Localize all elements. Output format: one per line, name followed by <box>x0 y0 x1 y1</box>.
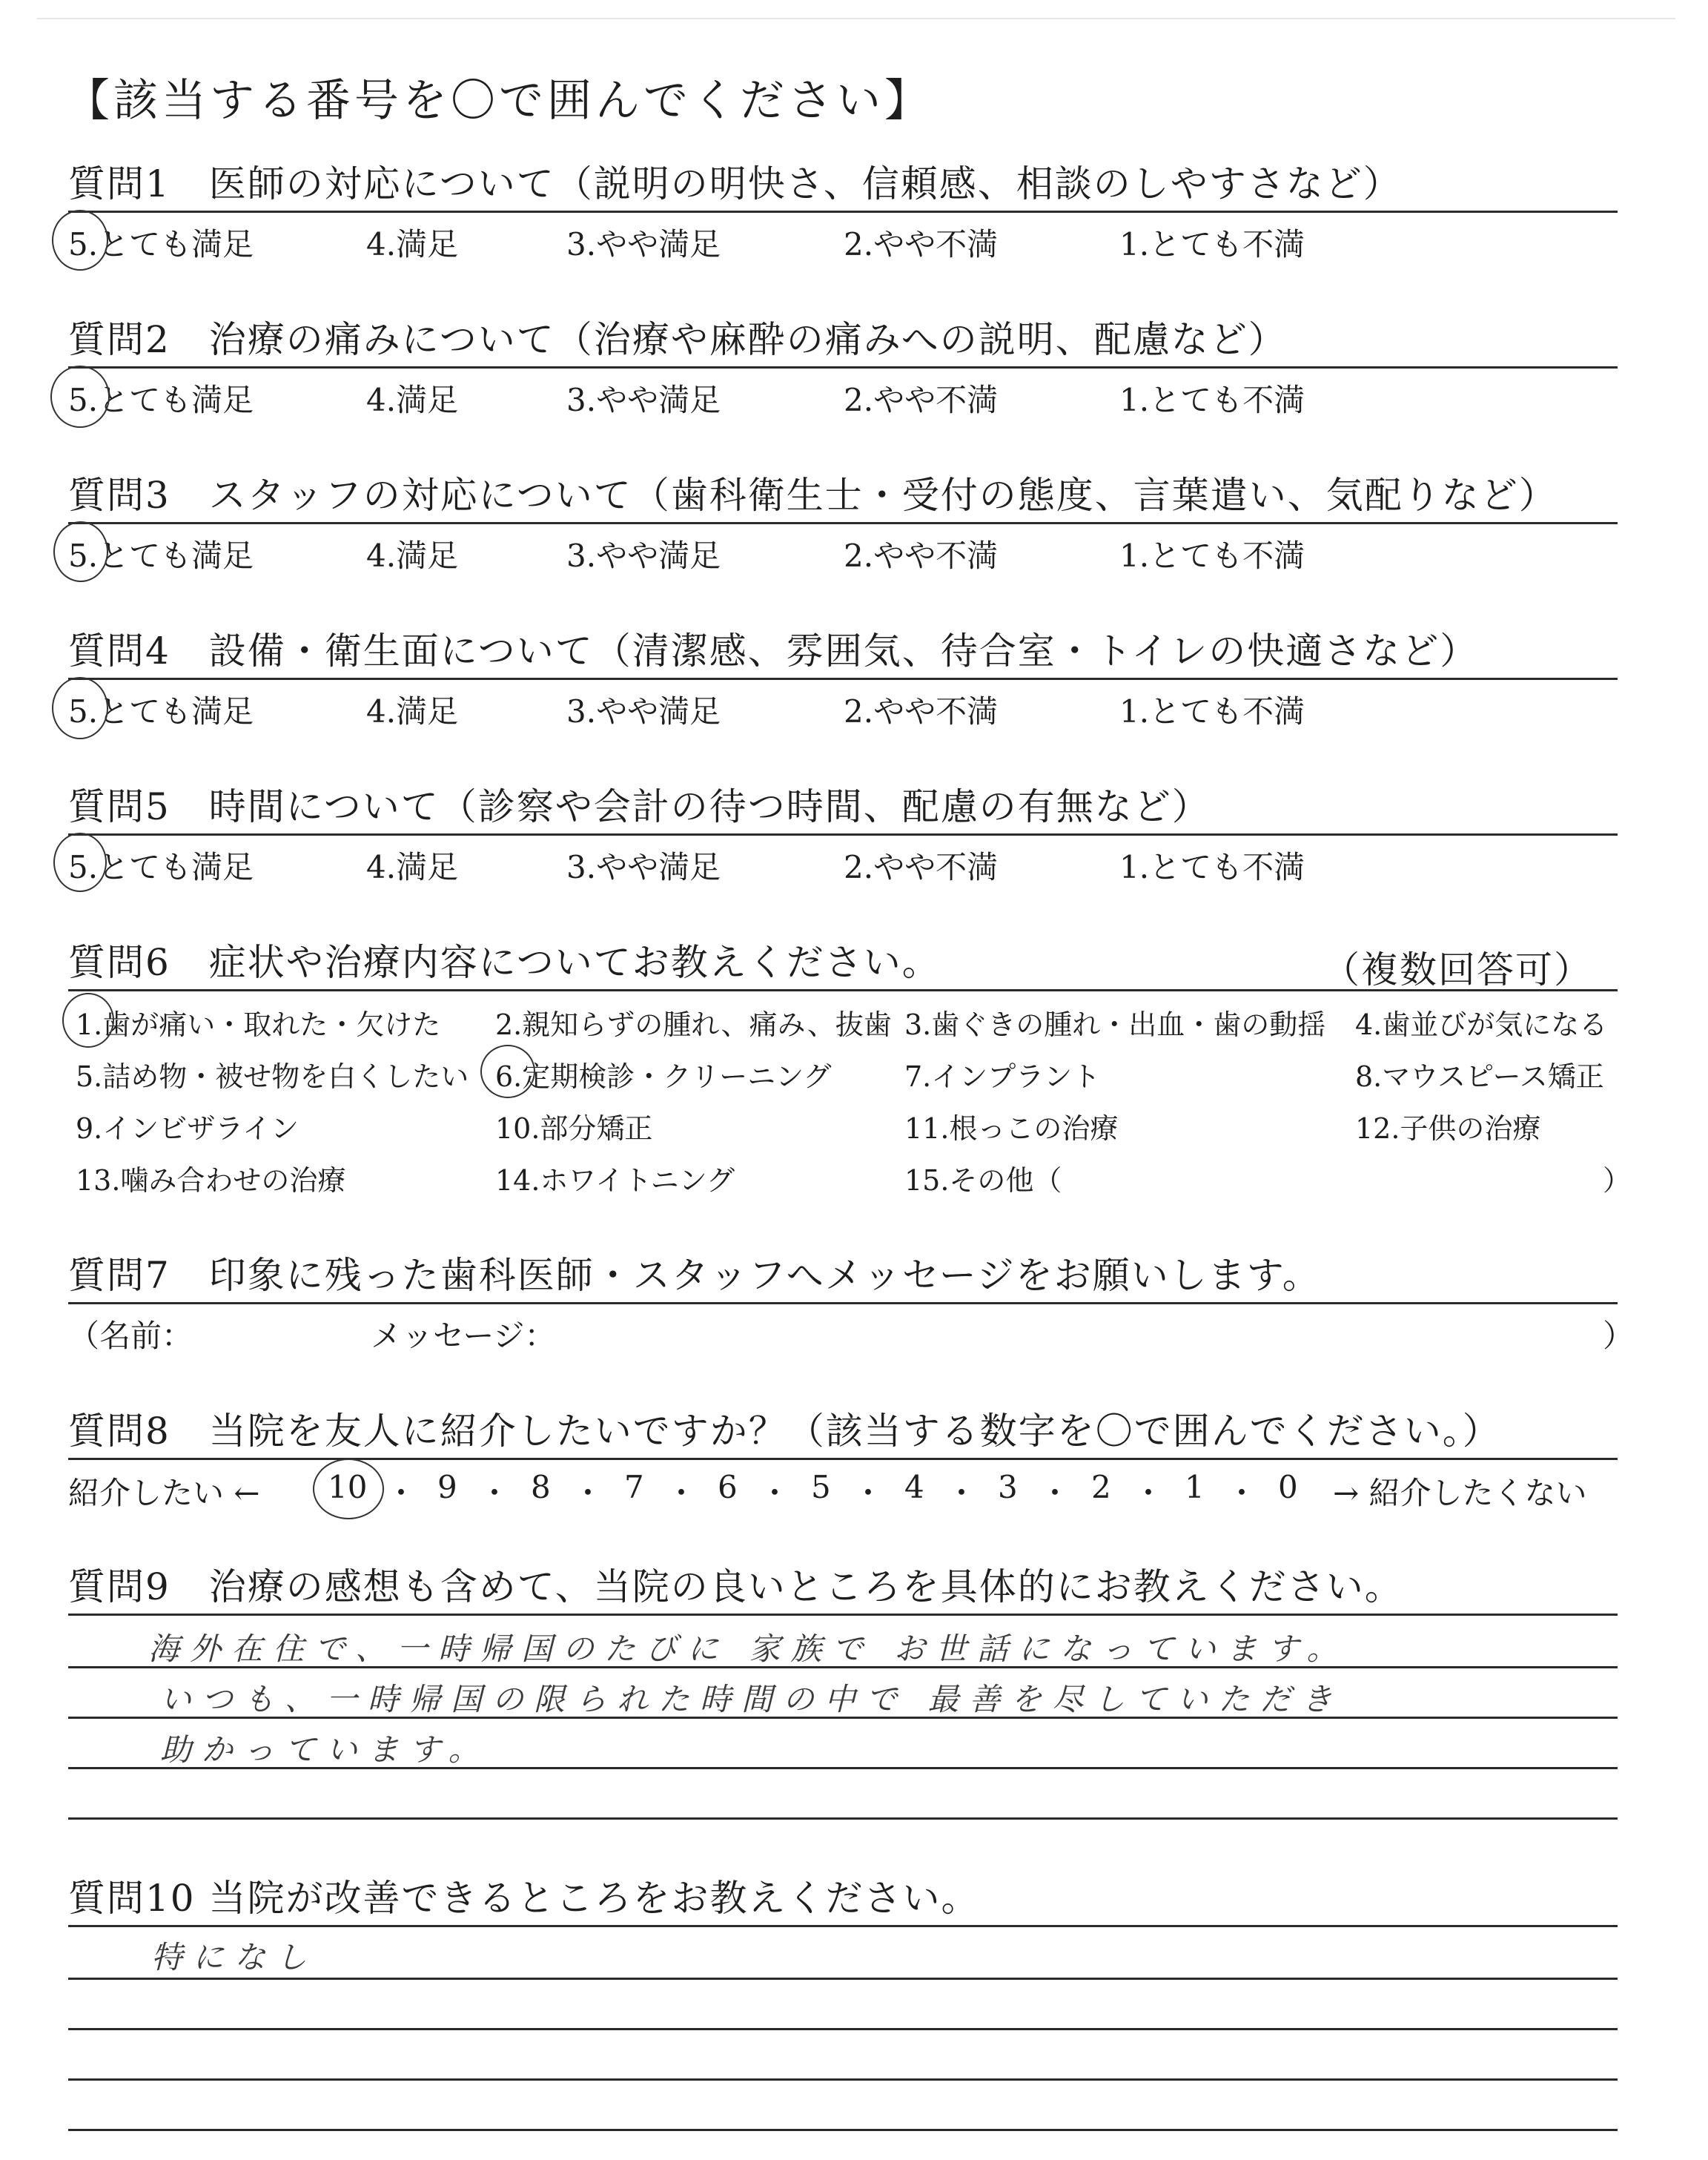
page-header: 【該当する番号を〇で囲んでください】 <box>65 75 933 127</box>
symptom-option-3[interactable]: 3.歯ぐきの腫れ・出血・歯の動揺 <box>904 1008 1326 1041</box>
option-5[interactable]: 5.とても満足 <box>68 849 254 885</box>
question-9 <box>68 1565 1618 1831</box>
scale-value-10[interactable]: 10 <box>328 1469 368 1505</box>
question-6 <box>68 940 1632 1217</box>
option-4[interactable]: 4.満足 <box>366 849 459 885</box>
symptom-options <box>68 1002 1632 1217</box>
scale-separator: ・ <box>572 1475 604 1511</box>
symptom-option-12[interactable]: 12.子供の治療 <box>1355 1112 1541 1145</box>
selection-circle <box>50 366 110 428</box>
scale-separator: ・ <box>759 1475 791 1511</box>
selection-circle <box>480 1045 535 1098</box>
selection-circle <box>53 521 108 582</box>
rating-options <box>68 220 1618 265</box>
answer-area <box>68 1927 1618 2142</box>
question-10 <box>68 1876 1618 2142</box>
question-title: 質問8 当院を友人に紹介したいですか？（該当する数字を〇で囲んでください。） <box>68 1410 1501 1453</box>
question-title: 質問6 症状や治療内容についてお教えください。 <box>68 941 941 984</box>
scale-separator: ・ <box>1039 1475 1071 1511</box>
option-2[interactable]: 2.やや不満 <box>844 382 999 418</box>
question-title: 質問2 治療の痛みについて（治療や麻酔の痛みへの説明、配慮など） <box>68 318 1287 361</box>
scale-left-label: 紹介したい ← <box>68 1475 260 1511</box>
scale-value-8[interactable]: 8 <box>531 1469 551 1505</box>
question-rule <box>68 366 1618 369</box>
option-1[interactable]: 1.とても不満 <box>1119 849 1305 885</box>
symptom-option-4[interactable]: 4.歯並びが気になる <box>1355 1008 1608 1041</box>
answer-line <box>68 2028 1618 2030</box>
question-4 <box>68 629 1618 732</box>
symptom-option-8[interactable]: 8.マウスピース矯正 <box>1355 1060 1604 1093</box>
symptom-option-2[interactable]: 2.親知らずの腫れ、痛み、抜歯 <box>495 1008 892 1041</box>
answer-line <box>68 1817 1618 1820</box>
scale-separator: ・ <box>1226 1475 1258 1511</box>
option-2[interactable]: 2.やや不満 <box>844 226 999 262</box>
symptom-option-5[interactable]: 5.詰め物・被せ物を白くしたい <box>76 1060 469 1093</box>
scale-value-5[interactable]: 5 <box>811 1469 831 1505</box>
referral-scale <box>68 1469 1618 1513</box>
option-2[interactable]: 2.やや不満 <box>844 538 999 574</box>
question-2 <box>68 317 1618 420</box>
selection-circle <box>53 833 107 892</box>
option-2[interactable]: 2.やや不満 <box>844 693 999 730</box>
option-5[interactable]: 5.とても満足 <box>68 382 254 418</box>
top-border <box>37 18 1675 19</box>
selection-circle <box>52 210 108 271</box>
handwritten-answer: 海外在住で、一時帰国のたびに 家族で お世話になっています。 <box>148 1631 1348 1667</box>
question-3 <box>68 473 1618 576</box>
question-5 <box>68 785 1618 888</box>
answer-line <box>68 2129 1618 2131</box>
scale-value-9[interactable]: 9 <box>437 1469 457 1505</box>
scale-value-0[interactable]: 0 <box>1278 1469 1298 1505</box>
option-1[interactable]: 1.とても不満 <box>1119 538 1305 574</box>
handwritten-answer: 助かっています。 <box>160 1731 490 1768</box>
question-rule <box>68 1458 1618 1460</box>
scale-value-1[interactable]: 1 <box>1185 1469 1205 1505</box>
symptom-option-6[interactable]: 6.定期検診・クリーニング <box>495 1060 832 1093</box>
rating-options <box>68 532 1618 576</box>
multiple-answers-note: （複数回答可） <box>1323 948 1592 991</box>
symptom-option-14[interactable]: 14.ホワイトニング <box>495 1164 735 1197</box>
option-3[interactable]: 3.やや満足 <box>566 226 721 262</box>
rating-options <box>68 687 1618 732</box>
question-title: 質問7 印象に残った歯科医師・スタッフへメッセージをお願いします。 <box>68 1254 1321 1297</box>
answer-line <box>68 1978 1618 1980</box>
question-title: 質問3 スタッフの対応について（歯科衛生士・受付の態度、言葉遣い、気配りなど） <box>68 474 1558 517</box>
scale-separator: ・ <box>479 1475 511 1511</box>
option-5[interactable]: 5.とても満足 <box>68 538 254 574</box>
scale-separator: ・ <box>1133 1475 1165 1511</box>
question-rule <box>68 522 1618 524</box>
scale-value-4[interactable]: 4 <box>904 1469 924 1505</box>
question-1 <box>68 162 1618 265</box>
handwritten-answer: 特になし <box>151 1939 318 1975</box>
question-title: 質問1 医師の対応について（説明の明快さ、信頼感、相談のしやすさなど） <box>68 162 1402 205</box>
question-7 <box>68 1253 1635 1356</box>
question-title: 質問5 時間について（診察や会計の待つ時間、配慮の有無など） <box>68 785 1211 828</box>
question-rule <box>68 211 1618 213</box>
rating-options <box>68 843 1618 888</box>
option-4[interactable]: 4.満足 <box>366 693 459 730</box>
symptom-option-13[interactable]: 13.噛み合わせの治療 <box>76 1164 346 1197</box>
symptom-option-11[interactable]: 11.根っこの治療 <box>904 1112 1119 1145</box>
option-4[interactable]: 4.満足 <box>366 226 459 262</box>
answer-line <box>68 2078 1618 2081</box>
symptom-option-1[interactable]: 1.歯が痛い・取れた・欠けた <box>76 1008 441 1041</box>
message-label: メッセージ： <box>371 1318 556 1354</box>
scale-separator: ・ <box>946 1475 978 1511</box>
question-8 <box>68 1409 1618 1513</box>
scale-separator: ・ <box>853 1475 884 1511</box>
option-3[interactable]: 3.やや満足 <box>566 849 721 885</box>
symptom-option-10[interactable]: 10.部分矯正 <box>495 1112 653 1145</box>
message-row <box>68 1312 1635 1356</box>
scale-right-label: → 紹介したくない <box>1333 1475 1587 1511</box>
scale-value-3[interactable]: 3 <box>998 1469 1018 1505</box>
selection-circle <box>313 1459 384 1519</box>
other-close-paren: ） <box>1603 1164 1632 1197</box>
rating-options <box>68 376 1618 420</box>
option-3[interactable]: 3.やや満足 <box>566 382 721 418</box>
option-4[interactable]: 4.満足 <box>366 538 459 574</box>
option-4[interactable]: 4.満足 <box>366 382 459 418</box>
selection-circle <box>52 677 108 739</box>
handwritten-answer: いつも、一時帰国の限られた時間の中で 最善を尽していただき <box>160 1681 1343 1717</box>
question-rule <box>68 833 1618 836</box>
option-2[interactable]: 2.やや不満 <box>844 849 999 885</box>
message-close-paren: ） <box>1603 1318 1635 1354</box>
scale-separator: ・ <box>385 1475 417 1511</box>
option-3[interactable]: 3.やや満足 <box>566 538 721 574</box>
scale-value-6[interactable]: 6 <box>718 1469 738 1505</box>
scale-value-7[interactable]: 7 <box>624 1469 644 1505</box>
symptom-option-9[interactable]: 9.インビザライン <box>76 1112 299 1145</box>
selection-circle <box>62 993 114 1048</box>
option-1[interactable]: 1.とても不満 <box>1119 226 1305 262</box>
option-5[interactable]: 5.とても満足 <box>68 226 254 262</box>
scale-separator: ・ <box>666 1475 698 1511</box>
question-title: 質問4 設備・衛生面について（清潔感、雰囲気、待合室・トイレの快適さなど） <box>68 630 1479 673</box>
question-title: 質問9 治療の感想も含めて、当院の良いところを具体的にお教えください。 <box>68 1565 1403 1608</box>
question-rule <box>68 1302 1618 1304</box>
question-title: 質問10 当院が改善できるところをお教えください。 <box>68 1877 980 1920</box>
option-3[interactable]: 3.やや満足 <box>566 693 721 730</box>
name-label: （名前： <box>68 1318 193 1354</box>
answer-area <box>68 1616 1618 1831</box>
option-5[interactable]: 5.とても満足 <box>68 693 254 730</box>
question-rule <box>68 678 1618 680</box>
option-1[interactable]: 1.とても不満 <box>1119 382 1305 418</box>
option-1[interactable]: 1.とても不満 <box>1119 693 1305 730</box>
symptom-option-15[interactable]: 15.その他（ <box>904 1164 1062 1197</box>
scale-value-2[interactable]: 2 <box>1091 1469 1111 1505</box>
symptom-option-7[interactable]: 7.インプラント <box>904 1060 1101 1093</box>
